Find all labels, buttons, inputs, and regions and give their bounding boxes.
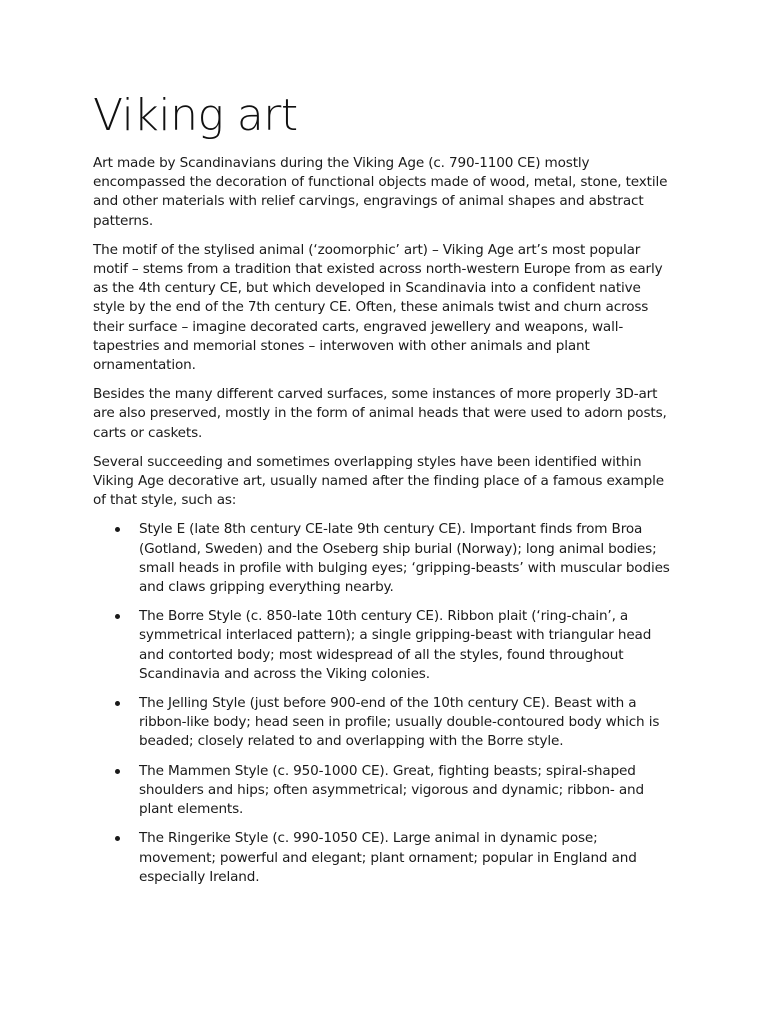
paragraph-zoomorphic: The motif of the stylised animal (‘zoomorphic’ art) – Viking Age art’s most popular motif – stems from a tradition that existed across north-western Europe from as early as the 4th century CE, but which developed in Scandinavia into a confident native style by the end of the 7th century CE. Often, these animals twist and churn across their surface – imagine decorated carts, engraved jewellery and weapons, wall-tapestries and memorial stones – interwoven with other animals and plant ornamentation. bbox=[93, 241, 663, 374]
bullet-icon bbox=[115, 701, 120, 706]
list-item-mammen-style bbox=[93, 762, 673, 820]
list-item-jelling-style bbox=[93, 694, 673, 752]
list-item-text: Style E (late 8th century CE-late 9th century CE). Important finds from Broa (Gotland, Sweden) and the Oseberg ship burial (Norway); long animal bodies; small heads in profile with bulging eyes; ‘gripping-beasts’ with muscular bodies and claws gripping everything nearby. bbox=[139, 521, 670, 596]
page-title: Viking art bbox=[93, 90, 298, 141]
list-item-style-e bbox=[93, 520, 673, 597]
bullet-icon bbox=[115, 614, 120, 619]
list-item-text: The Borre Style (c. 850-late 10th century CE). Ribbon plait (‘ring-chain’, a symmetrical interlaced pattern); a single gripping-beast with triangular head and contorted body; most widespread of all the styles, found throughout Scandinavia and across the Viking colonies. bbox=[139, 608, 652, 682]
list-item-text: The Jelling Style (just before 900-end of the 10th century CE). Beast with a ribbon-like body; head seen in profile; usually double-contoured body which is beaded; closely related to and overlapping with the Borre style. bbox=[139, 695, 660, 750]
list-item-text: The Mammen Style (c. 950-1000 CE). Great, fighting beasts; spiral-shaped shoulders and hips; often asymmetrical; vigorous and dynamic; ribbon- and plant elements. bbox=[139, 762, 644, 818]
bullet-icon bbox=[115, 769, 120, 774]
styles-list bbox=[93, 520, 673, 886]
document-page bbox=[93, 88, 673, 897]
paragraph-intro: Art made by Scandinavians during the Viking Age (c. 790-1100 CE) mostly encompassed the decoration of functional objects made of wood, metal, stone, textile and other materials with relief carvings, engravings of animal shapes and abstract patterns. bbox=[93, 155, 668, 229]
paragraph-3d-art: Besides the many different carved surfaces, some instances of more properly 3D-art are also preserved, mostly in the form of animal heads that were used to adorn posts, carts or caskets. bbox=[93, 386, 667, 441]
paragraph-styles-intro: Several succeeding and sometimes overlapping styles have been identified within Viking Age decorative art, usually named after the finding place of a famous example of that style, such as: bbox=[93, 453, 664, 509]
list-item-borre-style bbox=[93, 607, 673, 684]
bullet-icon bbox=[115, 836, 120, 841]
list-item-ringerike-style bbox=[93, 829, 673, 887]
list-item-text: The Ringerike Style (c. 990-1050 CE). Large animal in dynamic pose; movement; powerful and elegant; plant ornament; popular in England and especially Ireland. bbox=[139, 830, 637, 885]
bullet-icon bbox=[115, 527, 120, 532]
